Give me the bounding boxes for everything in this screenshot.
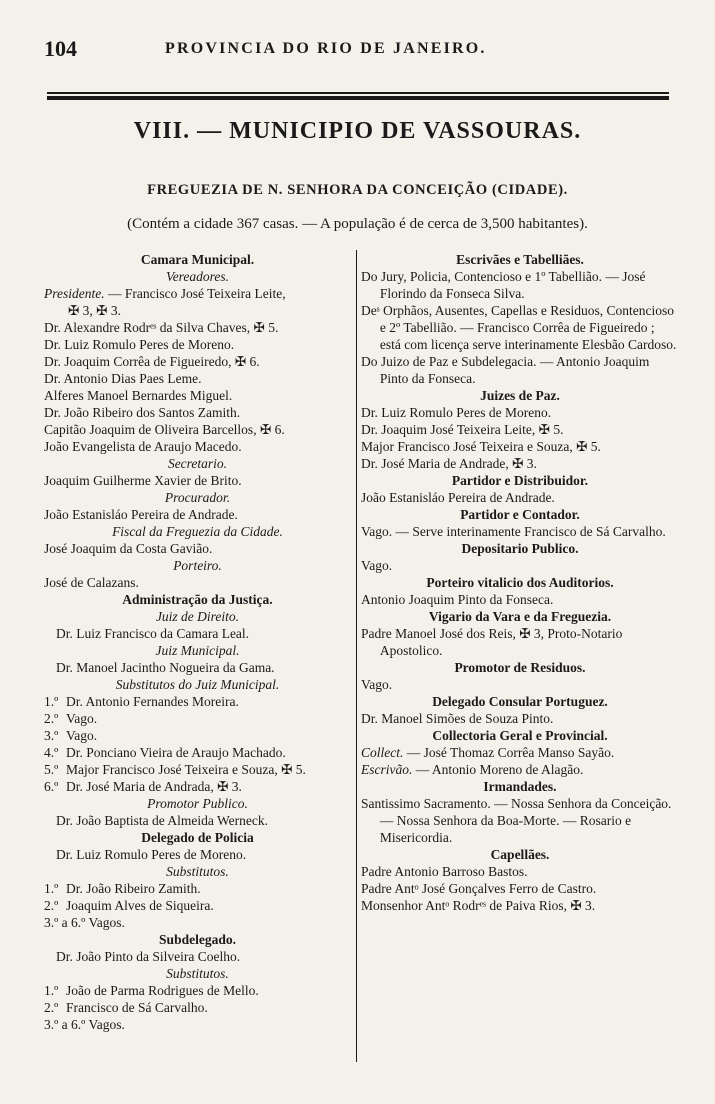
substituto-entry <box>44 761 351 778</box>
right-column <box>361 251 679 914</box>
fiscal-label: Fiscal da Freguezia da Cidade. <box>112 524 283 539</box>
vereador-entry: Dr. Alexandre Rodrᵉˢ da Silva Chaves, ✠ 5. <box>44 320 279 335</box>
subdelegado-substituto-entry <box>44 999 351 1016</box>
vereador-entry: Alferes Manoel Bernardes Miguel. <box>44 388 233 403</box>
juiz-paz-entry: Dr. José Maria de Andrade, ✠ 3. <box>361 456 537 471</box>
juiz-municipal-label: Juiz Municipal. <box>155 643 240 658</box>
substituto-name: Joaquim Alves de Siqueira. <box>66 898 214 913</box>
substituto-name: Vago. <box>66 711 98 726</box>
escrivao-entry: Deˢ Orphãos, Ausentes, Capellas e Residuos, Contencioso e 2º Tabellião. — Francisco Corrêa de Figueiredo ; está com licença serve interinamente Elesbão Cardoso. <box>361 303 677 352</box>
vereador-entry: Capitão Joaquim de Oliveira Barcellos, ✠ 6. <box>44 422 285 437</box>
running-title: PROVINCIA DO RIO DE JANEIRO. <box>165 40 487 57</box>
ordinal: 3.º a 6.º <box>44 915 86 930</box>
presidente-prefix: Presidente. <box>44 286 105 301</box>
ordinal: 4.º <box>44 745 59 760</box>
promotor-residuos-heading: Promotor de Residuos. <box>454 660 586 675</box>
procurador-label: Procurador. <box>164 490 231 505</box>
ordinal: 3.º <box>44 728 59 743</box>
escrivaes-heading: Escrivães e Tabelliães. <box>456 252 584 267</box>
delegado-substituto-entry <box>44 914 351 931</box>
substituto-entry <box>44 744 351 761</box>
substituto-name: Dr. Antonio Fernandes Moreira. <box>66 694 239 709</box>
substituto-entry <box>44 778 351 795</box>
substituto-name: Francisco de Sá Carvalho. <box>66 1000 208 1015</box>
capellao-entry: Padre Antᵒ José Gonçalves Ferro de Castro. <box>361 881 597 896</box>
substituto-name: Vagos. <box>85 915 125 930</box>
juiz-municipal-name: Dr. Manoel Jacintho Nogueira da Gama. <box>56 660 275 675</box>
depositario-heading: Depositario Publico. <box>461 541 579 556</box>
juiz-paz-entry: Dr. Joaquim José Teixeira Leite, ✠ 5. <box>361 422 564 437</box>
subdelegado-substituto-entry <box>44 982 351 999</box>
secretario-label: Secretario. <box>167 456 228 471</box>
vereador-entry: Dr. Luiz Romulo Peres de Moreno. <box>44 337 235 352</box>
delegado-name: Dr. Luiz Romulo Peres de Moreno. <box>56 847 247 862</box>
juiz-paz-entry: Dr. Luiz Romulo Peres de Moreno. <box>361 405 552 420</box>
camara-heading: Camara Municipal. <box>140 252 255 267</box>
partidor-contador-heading: Partidor e Contador. <box>460 507 580 522</box>
ordinal: 2.º <box>44 898 59 913</box>
substitutos-juiz-label: Substitutos do Juiz Municipal. <box>115 677 280 692</box>
delegado-substituto-entry <box>44 897 351 914</box>
promotor-label: Promotor Publico. <box>147 796 248 811</box>
delegado-substitutos-label: Substitutos. <box>166 864 229 879</box>
porteiro-label: Porteiro. <box>173 558 222 573</box>
ordinal: 3.º a 6.º <box>44 1017 86 1032</box>
ordinal: 1.º <box>44 983 59 998</box>
ordinal: 5.º <box>44 762 59 777</box>
juizes-paz-heading: Juizes de Paz. <box>480 388 560 403</box>
presidente-honours: ✠ 3, ✠ 3. <box>68 303 121 318</box>
partidor-contador-name: Vago. — Serve interinamente Francisco de Sá Carvalho. <box>361 524 666 539</box>
collector-name: — José Thomaz Corrêa Manso Sayão. <box>403 745 615 760</box>
justica-heading: Administração da Justiça. <box>122 592 273 607</box>
ordinal: 1.º <box>44 694 59 709</box>
collectoria-heading: Collectoria Geral e Provincial. <box>432 728 608 743</box>
left-column <box>44 251 351 1033</box>
fiscal-name: José Joaquim da Costa Gavião. <box>44 541 213 556</box>
substituto-name: Dr. José Maria de Andrada, ✠ 3. <box>66 779 242 794</box>
subdelegado-substituto-entry <box>44 1016 351 1033</box>
header-rule-thick <box>47 96 669 100</box>
vereador-entry: Dr. João Ribeiro dos Santos Zamith. <box>44 405 241 420</box>
porteiro-vitalicio-name: Antonio Joaquim Pinto da Fonseca. <box>361 592 554 607</box>
capellaes-heading: Capellães. <box>490 847 550 862</box>
subdelegado-name: Dr. João Pinto da Silveira Coelho. <box>56 949 241 964</box>
vigario-name: Padre Manoel José dos Reis, ✠ 3, Proto-Notario Apostolico. <box>361 626 623 658</box>
presidente-line <box>44 285 351 302</box>
capellao-entry: Monsenhor Antᵒ Rodrᵉˢ de Paiva Rios, ✠ 3. <box>361 898 596 913</box>
substituto-name: João de Parma Rodrigues de Mello. <box>66 983 259 998</box>
escrivao-entry: Do Jury, Policia, Contencioso e 1º Tabellião. — José Florindo da Fonseca Silva. <box>361 269 646 301</box>
promotor-residuos-name: Vago. <box>361 677 393 692</box>
porteiro-vitalicio-heading: Porteiro vitalicio dos Auditorios. <box>426 575 614 590</box>
irmandades-list: Santissimo Sacramento. — Nossa Senhora da Conceição. — Nossa Senhora da Boa-Morte. — Rosario e Misericordia. <box>361 796 672 845</box>
vereador-entry: Dr. Antonio Dias Paes Leme. <box>44 371 202 386</box>
ordinal: 6.º <box>44 779 59 794</box>
delegado-substituto-entry <box>44 880 351 897</box>
subdelegado-substitutos-label: Substitutos. <box>166 966 229 981</box>
presidente-name: — Francisco José Teixeira Leite, <box>104 286 286 301</box>
page-number: 104 <box>44 36 77 61</box>
procurador-name: João Estanisláo Pereira de Andrade. <box>44 507 238 522</box>
header-rule-thin <box>47 92 669 94</box>
substituto-name: Dr. João Ribeiro Zamith. <box>66 881 201 896</box>
depositario-name: Vago. <box>361 558 393 573</box>
promotor-name: Dr. João Baptista de Almeida Werneck. <box>56 813 268 828</box>
escrivao-label: Escrivão. <box>361 762 413 777</box>
juiz-paz-entry: Major Francisco José Teixeira e Souza, ✠ 5. <box>361 439 601 454</box>
substituto-name: Dr. Ponciano Vieira de Araujo Machado. <box>66 745 286 760</box>
vereador-entry: João Evangelista de Araujo Macedo. <box>44 439 242 454</box>
juiz-direito-name: Dr. Luiz Francisco da Camara Leal. <box>56 626 250 641</box>
substituto-name: Vagos. <box>85 1017 125 1032</box>
vigario-heading: Vigario da Vara e da Freguezia. <box>428 609 612 624</box>
subdelegado-heading: Subdelegado. <box>159 932 236 947</box>
parish-heading: FREGUEZIA DE N. SENHORA DA CONCEIÇÃO (CIDADE). <box>147 182 568 198</box>
population-note: (Contém a cidade 367 casas. — A população é de cerca de 3,500 habitantes). <box>127 216 588 232</box>
collector-line <box>361 744 679 761</box>
escrivao-name: — Antonio Moreno de Alagão. <box>412 762 584 777</box>
delegado-consular-name: Dr. Manoel Simões de Souza Pinto. <box>361 711 554 726</box>
escrivao-entry: Do Juizo de Paz e Subdelegacia. — Antonio Joaquim Pinto da Fonseca. <box>361 354 650 386</box>
escrivao-collectoria-line <box>361 761 679 778</box>
capellao-entry: Padre Antonio Barroso Bastos. <box>361 864 528 879</box>
delegado-heading: Delegado de Policia <box>141 830 254 845</box>
collector-label: Collect. <box>361 745 404 760</box>
ordinal: 1.º <box>44 881 59 896</box>
secretario-name: Joaquim Guilherme Xavier de Brito. <box>44 473 242 488</box>
substituto-name: Vago. <box>66 728 98 743</box>
substituto-entry <box>44 693 351 710</box>
irmandades-heading: Irmandades. <box>483 779 557 794</box>
column-divider <box>356 250 357 1062</box>
ordinal: 2.º <box>44 711 59 726</box>
vereadores-label: Vereadores. <box>165 269 230 284</box>
partidor-distribuidor-name: João Estanisláo Pereira de Andrade. <box>361 490 555 505</box>
porteiro-name: José de Calazans. <box>44 575 139 590</box>
substituto-name: Major Francisco José Teixeira e Souza, ✠ 5. <box>66 762 306 777</box>
juiz-direito-label: Juiz de Direito. <box>155 609 240 624</box>
ordinal: 2.º <box>44 1000 59 1015</box>
vereador-entry: Dr. Joaquim Corrêa de Figueiredo, ✠ 6. <box>44 354 260 369</box>
delegado-consular-heading: Delegado Consular Portuguez. <box>432 694 608 709</box>
substituto-entry <box>44 710 351 727</box>
substituto-entry <box>44 727 351 744</box>
partidor-distribuidor-heading: Partidor e Distribuidor. <box>451 473 589 488</box>
section-title: VIII. — MUNICIPIO DE VASSOURAS. <box>133 118 582 144</box>
